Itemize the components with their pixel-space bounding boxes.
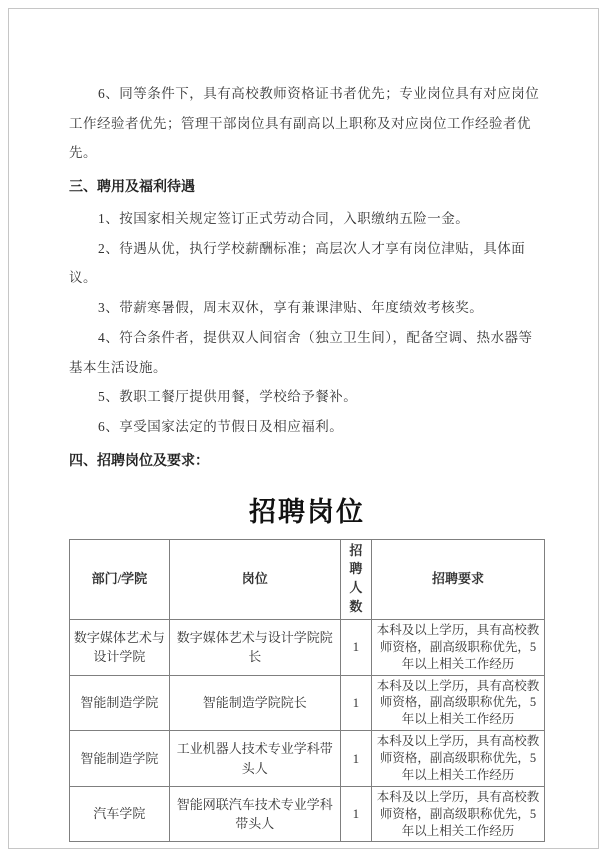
document-page: [8, 8, 599, 849]
paragraph-benefit-1: 1、按国家相关规定签订正式劳动合同，入职缴纳五险一金。: [98, 211, 470, 227]
table-header-row: [70, 539, 545, 619]
cell-headcount: 1: [340, 786, 371, 842]
cell-requirements: 本科及以上学历，具有高校教师资格，副高级职称优先，5 年以上相关工作经历: [372, 786, 545, 842]
header-position: 岗位: [169, 539, 340, 619]
paragraph-benefit-2: 2、待遇从优，执行学校薪酬标准；高层次人才享有岗位津贴，具体面议。: [69, 240, 526, 286]
cell-department: 数字媒体艺术与设计学院: [70, 619, 170, 675]
cell-headcount: 1: [340, 731, 371, 787]
table-row: [70, 675, 545, 731]
header-requirements: 招聘要求: [372, 539, 545, 619]
header-headcount: 招聘人数: [340, 539, 371, 619]
paragraph-benefit-4: 4、符合条件者，提供双人间宿舍（独立卫生间），配备空调、热水器等基本生活设施。: [69, 329, 533, 375]
cell-requirements: 本科及以上学历，具有高校教师资格，副高级职称优先，5 年以上相关工作经历: [372, 619, 545, 675]
table-row: [70, 786, 545, 842]
cell-position: 智能制造学院院长: [169, 675, 340, 731]
cell-department: 汽车学院: [70, 786, 170, 842]
paragraph-benefit-3: 3、带薪寒暑假，周末双休，享有兼课津贴、年度绩效考核奖。: [98, 300, 484, 316]
section-heading-4: 四、招聘岗位及要求：: [69, 451, 209, 468]
paragraph-benefit-6: 6、享受国家法定的节假日及相应福利。: [98, 418, 344, 434]
paragraph-benefit-5: 5、教职工餐厅提供用餐，学校给予餐补。: [98, 389, 358, 405]
section-heading-3: 三、聘用及福利待遇: [69, 178, 195, 195]
cell-requirements: 本科及以上学历，具有高校教师资格，副高级职称优先，5 年以上相关工作经历: [372, 675, 545, 731]
cell-headcount: 1: [340, 619, 371, 675]
cell-position: 工业机器人技术专业学科带头人: [169, 731, 340, 787]
header-department: 部门/学院: [70, 539, 170, 619]
cell-department: 智能制造学院: [70, 675, 170, 731]
cell-headcount: 1: [340, 675, 371, 731]
table-row: [70, 731, 545, 787]
cell-department: 智能制造学院: [70, 731, 170, 787]
paragraph-item-6: 6、同等条件下，具有高校教师资格证书者优先；专业岗位具有对应岗位工作经验者优先；管理干部岗位具有副高以上职称及对应岗位工作经验者优先。: [69, 86, 540, 161]
table-title: 招聘岗位: [249, 496, 365, 527]
table-row: [70, 619, 545, 675]
recruitment-table: [69, 539, 545, 843]
cell-requirements: 本科及以上学历，具有高校教师资格，副高级职称优先，5 年以上相关工作经历: [372, 731, 545, 787]
cell-position: 数字媒体艺术与设计学院院长: [169, 619, 340, 675]
cell-position: 智能网联汽车技术专业学科带头人: [169, 786, 340, 842]
